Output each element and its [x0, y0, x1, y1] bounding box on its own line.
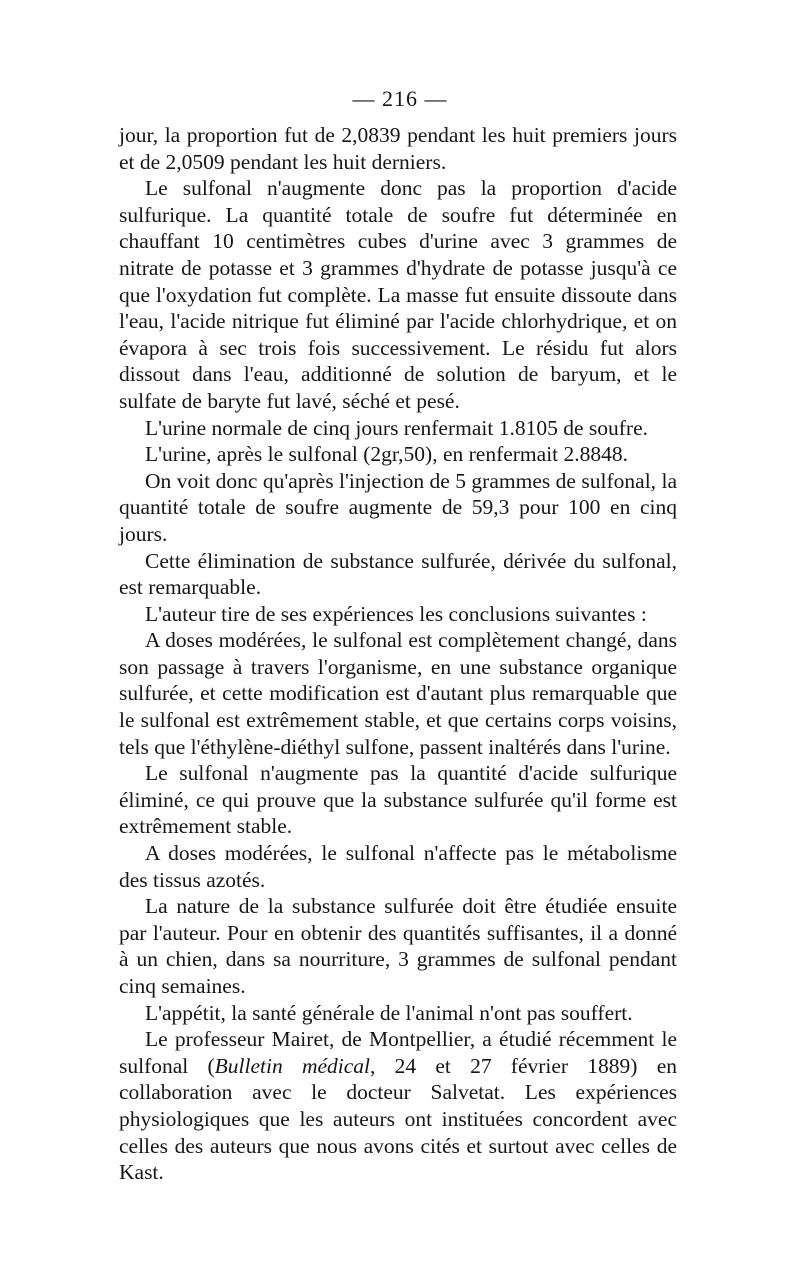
paragraph-last: [119, 1026, 677, 1186]
journal-title: Bulletin médical: [214, 1053, 371, 1078]
paragraph: L'auteur tire de ses expériences les conclusions suivantes :: [145, 601, 647, 626]
paragraph: A doses modérées, le sulfonal n'affecte pas le métabolisme des tissus azotés.: [119, 841, 677, 892]
paragraph: A doses modérées, le sulfonal est complètement changé, dans son passage à travers l'organisme, en une substance organique sulfurée, et cette modification est d'autant plus remarquable que le sulfonal est extrêmement stable, et que certains corps voisins, tels que l'éthylène-diéthyl sulfone, passent inaltérés dans l'urine.: [119, 628, 677, 759]
paragraph: Le sulfonal n'augmente donc pas la proportion d'acide sulfurique. La quantité totale de soufre fut déterminée en chauffant 10 centimètres cubes d'urine avec 3 grammes de nitrate de potasse et 3 grammes d'hydrate de potasse jusqu'à ce que l'oxydation fut complète. La masse fut ensuite dissoute dans l'eau, l'acide nitrique fut éliminé par l'acide chlorhydrique, et on évapora à sec trois fois successivement. Le résidu fut alors dissout dans l'eau, additionné de solution de baryum, et le sulfate de baryte fut lavé, séché et pesé.: [119, 176, 677, 413]
paragraph: On voit donc qu'après l'injection de 5 grammes de sulfonal, la quantité totale de soufre augmente de 59,3 pour 100 en cinq jours.: [119, 468, 677, 546]
body-text: [119, 122, 677, 1186]
paragraph: jour, la proportion fut de 2,0839 pendant les huit premiers jours et de 2,0509 pendant les huit derniers.: [119, 123, 677, 174]
paragraph: L'urine, après le sulfonal (2gr,50), en renfermait 2.8848.: [145, 442, 629, 467]
paragraph-text: , 24 et 27 février 1889) en collaboration avec le docteur Salvetat. Les expériences physiologiques que les auteurs ont instituées concordent avec celles des auteurs que nous avons cités et surtout avec celles de Kast.: [119, 1053, 677, 1185]
paragraph: L'urine normale de cinq jours renfermait 1.8105 de soufre.: [145, 415, 648, 440]
paragraph: Cette élimination de substance sulfurée, dérivée du sulfonal, est remarquable.: [119, 548, 677, 600]
paragraph: La nature de la substance sulfurée doit être étudiée ensuite par l'auteur. Pour en obtenir des quantités suffisantes, il a donné à un chien, dans sa nourriture, 3 grammes de sulfonal pendant cinq semaines.: [119, 894, 677, 998]
paragraph: L'appétit, la santé générale de l'animal n'ont pas souffert.: [145, 1000, 633, 1025]
paragraph: Le sulfonal n'augmente pas la quantité d'acide sulfurique éliminé, ce qui prouve que la substance sulfurée qu'il forme est extrêmement stable.: [119, 761, 677, 839]
page-number: — 216 —: [352, 86, 448, 111]
paragraph-text: Le professeur Mairet, de Montpellier, a étudié récemment le sulfonal (: [119, 1027, 677, 1078]
